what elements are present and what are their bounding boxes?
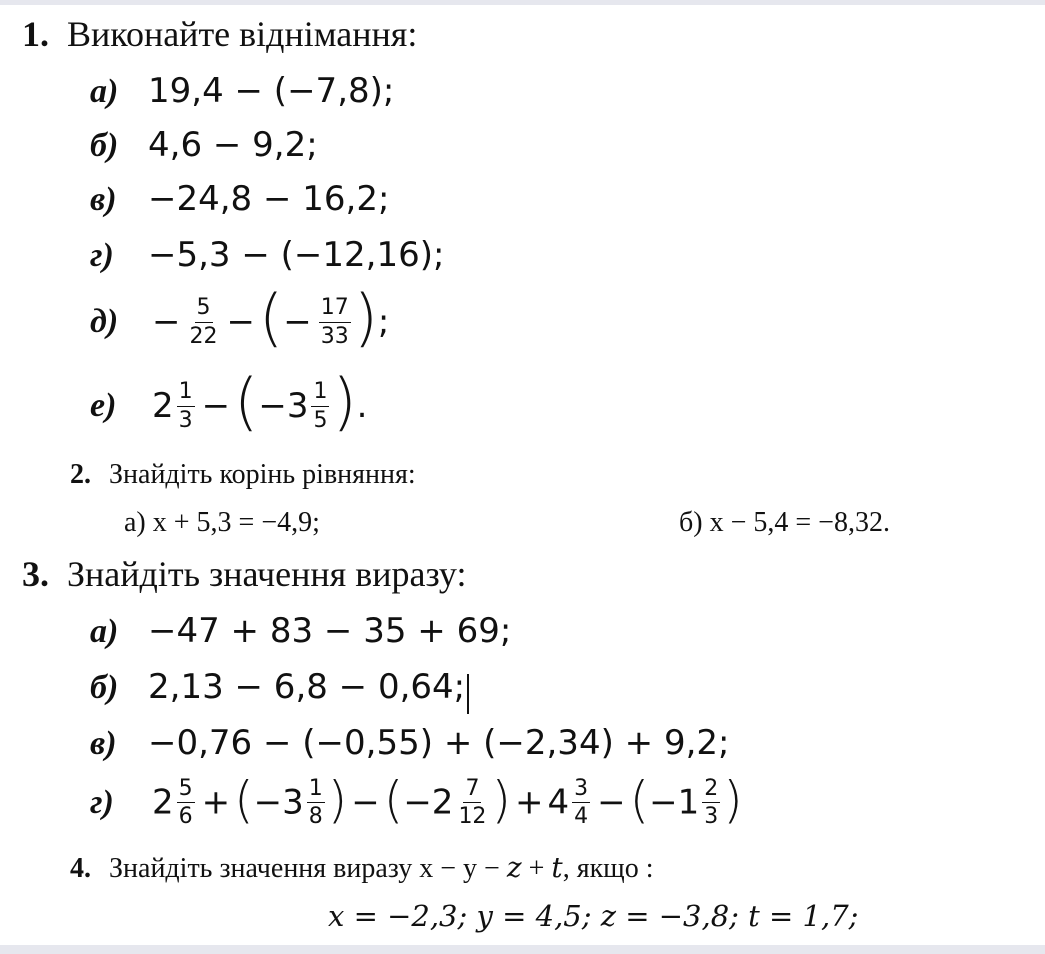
- whole-part: −3: [258, 386, 309, 426]
- item-label: а): [90, 613, 119, 650]
- operator: −: [226, 302, 255, 342]
- task2-number: 2.: [70, 459, 91, 490]
- paren-close: ): [491, 770, 511, 829]
- paren-open: (: [383, 770, 404, 829]
- operator: −: [597, 782, 626, 823]
- item-expression: −5,3 − (−12,16);: [148, 235, 445, 275]
- item-expression: 4,6 − 9,2;: [148, 125, 318, 165]
- item-expression: 2,13 − 6,8 − 0,64;: [148, 667, 466, 707]
- task1-item-f: [90, 365, 368, 438]
- task1-item-e: [90, 281, 390, 354]
- inner-sign: −: [283, 302, 312, 342]
- item-label: г): [90, 237, 114, 274]
- equation-a: а) x + 5,3 = −4,9;: [124, 507, 320, 538]
- whole-part: 2: [152, 386, 174, 426]
- task3-item-c: [90, 723, 729, 763]
- item-label: г): [90, 783, 114, 821]
- paren-close: ): [723, 770, 743, 829]
- fraction: $\frac{5}{6}$: [178, 776, 193, 830]
- item-label: е): [90, 387, 117, 424]
- fraction: $\frac{7}{12}$: [458, 776, 487, 830]
- fraction: $\frac{1}{8}$: [308, 776, 323, 830]
- operator: +: [514, 782, 544, 823]
- item-label: б): [90, 127, 119, 164]
- task1-item-a: [90, 71, 394, 111]
- task3-item-a: [90, 611, 511, 651]
- task1-number: 1.: [22, 14, 49, 54]
- whole-part: −3: [253, 782, 304, 823]
- operator: +: [201, 782, 231, 823]
- task4-number: 4.: [70, 853, 91, 884]
- text-cursor: [467, 674, 469, 714]
- operator: −: [351, 782, 380, 823]
- item-expression: −47 + 83 − 35 + 69;: [148, 611, 512, 651]
- item-label: в): [90, 181, 117, 218]
- task2-title: Знайдіть корінь рівняння:: [109, 459, 416, 490]
- task1-item-b: [90, 125, 318, 165]
- item-label: в): [90, 725, 117, 762]
- task3-item-b: [90, 667, 469, 714]
- paren-close: ): [327, 770, 348, 829]
- paren-close: ): [353, 281, 378, 354]
- item-label: д): [90, 303, 119, 340]
- task4-heading: [70, 851, 654, 885]
- paren-close: ): [332, 365, 357, 438]
- task4-title: Знайдіть значення виразу x − y − z + t, якщо :: [109, 851, 654, 884]
- terminator: ;: [377, 302, 390, 342]
- item-expression: −0,76 − (−0,55) + (−2,34) + 9,2;: [148, 723, 730, 763]
- fraction: $\frac{17}{33}$: [320, 295, 349, 349]
- task3-heading: [22, 553, 466, 595]
- task3-title: Знайдіть значення виразу:: [67, 554, 467, 594]
- terminator: .: [356, 386, 368, 426]
- task2-heading: [70, 459, 416, 491]
- item-expression: −24,8 − 16,2;: [148, 179, 390, 219]
- whole-part: 4: [547, 782, 570, 823]
- paren-open: (: [234, 770, 254, 829]
- sign: −: [152, 302, 181, 342]
- task2-equations: [124, 507, 1024, 539]
- item-expression: 19,4 − (−7,8);: [148, 71, 395, 111]
- fraction: $\frac{3}{4}$: [574, 776, 589, 830]
- task3-number: 3.: [22, 554, 49, 594]
- task1-item-c: [90, 179, 389, 219]
- fraction: $\frac{2}{3}$: [704, 776, 719, 830]
- item-label: а): [90, 73, 119, 110]
- item-label: б): [90, 669, 119, 706]
- operator: −: [201, 386, 231, 426]
- whole-part: −2: [403, 782, 454, 823]
- task1-title: Виконайте віднімання:: [67, 14, 418, 54]
- fraction: $\frac{1}{5}$: [313, 379, 328, 433]
- whole-part: −1: [649, 782, 700, 823]
- paren-open: (: [259, 281, 284, 354]
- fraction: $\frac{5}{22}$: [189, 295, 218, 349]
- paren-open: (: [234, 365, 259, 438]
- task1-heading: [22, 13, 417, 55]
- paren-open: (: [629, 770, 650, 829]
- task3-item-d: [90, 770, 743, 830]
- whole-part: 2: [152, 782, 174, 823]
- equation-b: б) x − 5,4 = −8,32.: [679, 507, 890, 538]
- fraction: $\frac{1}{3}$: [178, 379, 193, 433]
- task4-values: x = −2,3; y = 4,5; z = −3,8; t = 1,7;: [328, 899, 859, 933]
- worksheet: [0, 5, 1045, 945]
- task1-item-d: [90, 235, 444, 275]
